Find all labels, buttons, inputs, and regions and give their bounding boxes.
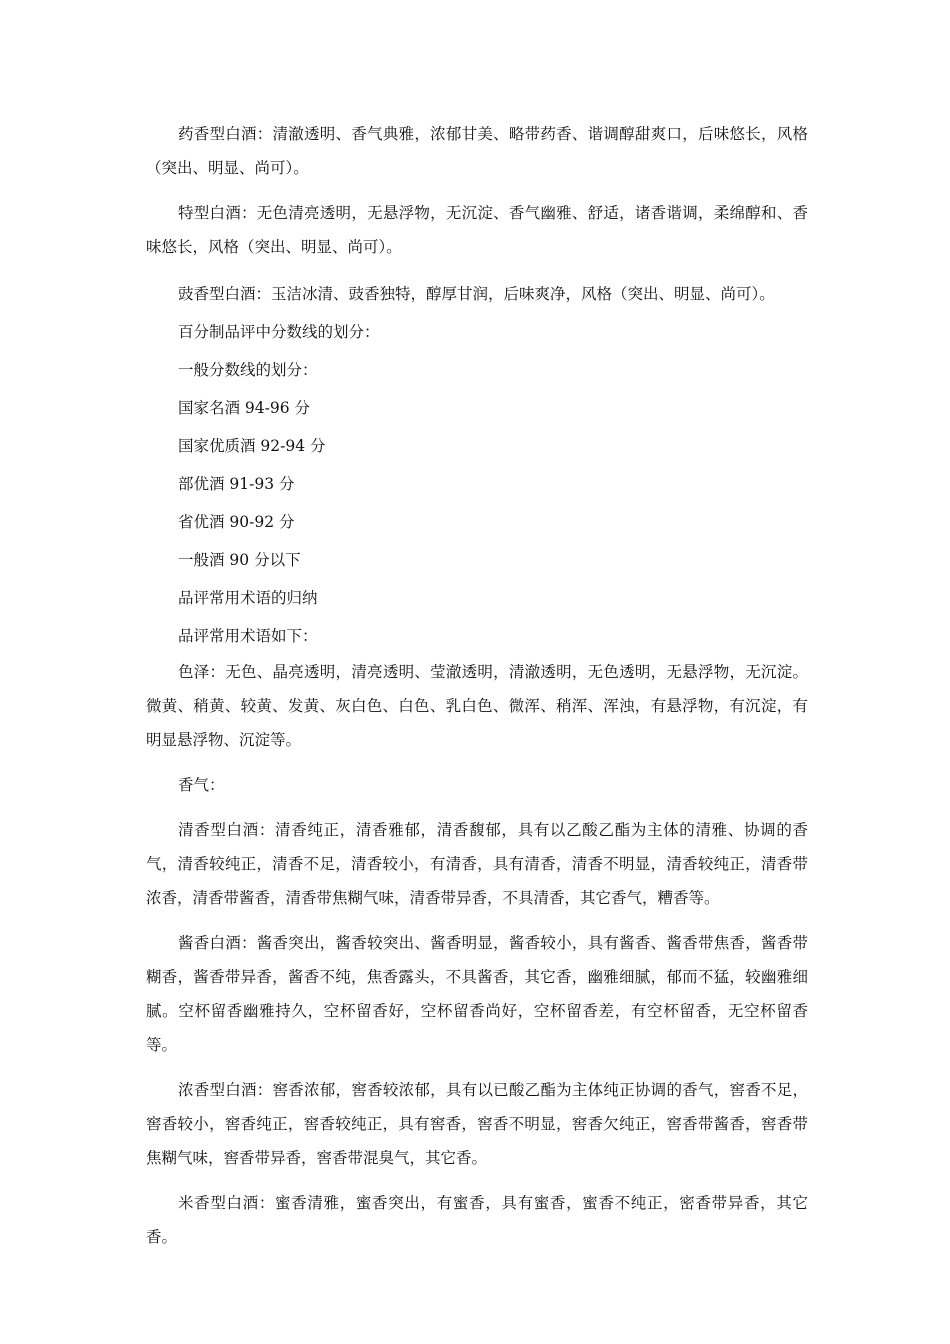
score-line-provincial-quality: 省优酒 90-92 分 (178, 513, 295, 531)
score-line-national-quality: 国家优质酒 92-94 分 (178, 437, 326, 455)
paragraph-aroma-heading: 香气： (178, 776, 225, 794)
score-line-ministry-quality: 部优酒 91-93 分 (178, 475, 295, 493)
paragraph-chi-aroma: 豉香型白酒：玉洁冰清、豉香独特，醇厚甘润，后味爽净，风格（突出、明显、尚可）。 (178, 285, 775, 303)
paragraph-terms-summary-heading: 品评常用术语的归纳 (178, 589, 318, 607)
paragraph-light-aroma: 清香型白酒：清香纯正，清香雅郁，清香馥郁，具有以乙酸乙酯为主体的清雅、协调的香气，清香较纯正，清香不足，清香较小，有清香，具有清香，清香不明显，清香较纯正，清香带浓香，清香带酱香，清香带焦糊气味，清香带异香，不具清香，其它香气，糟香等。 (146, 821, 808, 907)
paragraph-rice-aroma: 米香型白酒：蜜香清雅，蜜香突出，有蜜香，具有蜜香，蜜香不纯正，密香带异香，其它香。 (146, 1194, 808, 1246)
paragraph-sauce-aroma: 酱香白酒：酱香突出，酱香较突出、酱香明显，酱香较小，具有酱香、酱香带焦香，酱香带糊香，酱香带异香，酱香不纯，焦香露头，不具酱香，其它香，幽雅细腻，郁而不猛，较幽雅细腻。空杯留香幽雅持久，空杯留香好，空杯留香尚好，空杯留香差，有空杯留香，无空杯留香等。 (146, 934, 808, 1054)
paragraph-general-score-heading: 一般分数线的划分： (178, 361, 318, 379)
paragraph-medicinal-aroma: 药香型白酒：清澈透明、香气典雅，浓郁甘美、略带药香、谐调醇甜爽口，后味悠长，风格（突出、明显、尚可）。 (146, 125, 808, 177)
document-body (146, 117, 808, 1265)
paragraph-score-division-heading: 百分制品评中分数线的划分： (178, 323, 380, 341)
score-line-general: 一般酒 90 分以下 (178, 551, 301, 569)
paragraph-special-type: 特型白酒：无色清亮透明，无悬浮物，无沉淀、香气幽雅、舒适，诸香谐调，柔绵醇和、香味悠长，风格（突出、明显、尚可）。 (146, 204, 808, 256)
score-line-national-famous: 国家名酒 94-96 分 (178, 399, 311, 417)
paragraph-strong-aroma: 浓香型白酒：窖香浓郁，窖香较浓郁，具有以已酸乙酯为主体纯正协调的香气，窖香不足，窖香较小，窖香纯正，窖香较纯正，具有窖香，窖香不明显，窖香欠纯正，窖香带酱香，窖香带焦糊气味，窖香带异香，窖香带混臭气，其它香。 (146, 1081, 808, 1167)
paragraph-terms-list-heading: 品评常用术语如下： (178, 627, 318, 645)
paragraph-color-terms: 色泽：无色、晶亮透明，清亮透明、莹澈透明，清澈透明，无色透明，无悬浮物，无沉淀。微黄、稍黄、较黄、发黄、灰白色、白色、乳白色、微浑、稍浑、浑浊，有悬浮物，有沉淀，有明显悬浮物、沉淀等。 (146, 663, 808, 749)
